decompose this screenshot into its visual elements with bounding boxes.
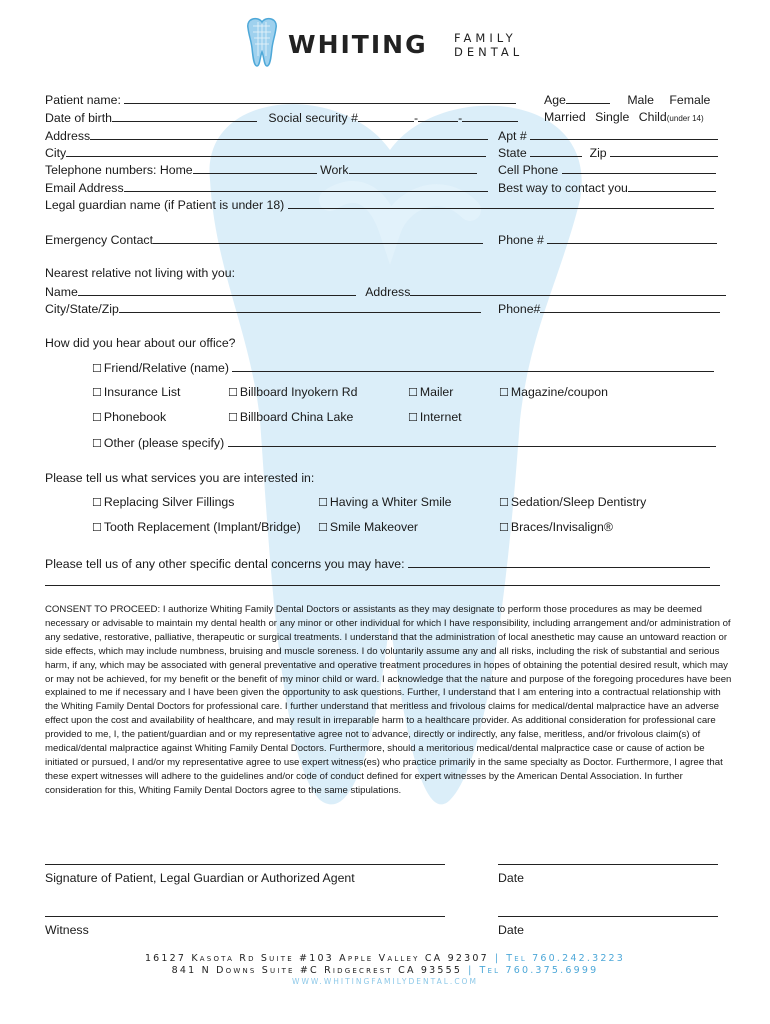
best-contact-label: Best way to contact you [498,181,628,195]
friend-name-field[interactable] [232,360,714,372]
referral-other[interactable] [92,435,716,451]
brand-name: WHITING [288,30,428,59]
implant-label: Tooth Replacement (Implant/Bridge) [103,520,301,534]
row-emergency-phone [498,232,717,247]
ssn-part-3[interactable] [462,110,518,122]
row-concerns-2 [45,574,720,589]
guardian-field[interactable] [288,197,714,209]
work-phone-label: Work [320,163,349,177]
checkbox-icon[interactable]: ☐ [92,411,102,424]
referral-billboard-inyokern[interactable] [228,385,357,400]
work-phone-field[interactable] [349,162,477,174]
service-whiter[interactable] [318,495,452,510]
child-note: (under 14) [666,114,704,123]
relative-name-label: Name [45,285,78,299]
checkbox-icon[interactable]: ☐ [499,386,509,399]
email-label: Email Address [45,181,124,195]
emergency-phone-label: Phone # [498,233,544,247]
row-guardian [45,197,714,212]
phonebook-label: Phonebook [103,410,167,424]
zip-label: Zip [589,146,607,160]
concerns-field-1[interactable] [408,556,710,568]
referral-billboard-china[interactable] [228,410,353,425]
checkbox-icon[interactable]: ☐ [92,386,102,399]
checkbox-icon[interactable]: ☐ [92,496,102,509]
apt-field[interactable] [530,128,718,140]
relative-address-field[interactable] [410,284,726,296]
footer-line-1: 16127 Kasota Rd Suite #103 Apple Valley CA 92307 | Tel 760.242.3223 [144,953,626,964]
brand-word-dental: DENTAL [454,45,524,59]
relative-city-field[interactable] [119,301,481,313]
checkbox-icon[interactable]: ☐ [228,386,238,399]
silver-label: Replacing Silver Fillings [103,495,235,509]
date-line-1[interactable] [498,864,718,865]
ssn-part-2[interactable] [418,110,458,122]
age-field[interactable] [566,92,610,104]
row-city [45,145,486,160]
referral-question-label: How did you hear about our office? [45,336,236,350]
relative-name-field[interactable] [78,284,356,296]
state-label: State [498,146,527,160]
mailer-label: Mailer [419,385,454,399]
dob-label: Date of birth [45,111,112,125]
address-label: Address [45,129,91,143]
apt-label: Apt # [498,129,527,143]
zip-field[interactable] [610,145,718,157]
service-makeover[interactable] [318,520,418,535]
referral-friend[interactable] [92,360,714,376]
footer-line-2: 841 N Downs Suite #C Ridgecrest CA 93555 | Tel 760.375.6999 [171,965,599,976]
service-sedation[interactable] [499,495,646,510]
home-phone-field[interactable] [193,162,317,174]
nearest-relative-heading [45,266,235,280]
checkbox-icon[interactable]: ☐ [499,496,509,509]
service-silver[interactable] [92,495,234,510]
concerns-label: Please tell us of any other specific dental concerns you may have: [45,557,405,571]
checkbox-icon[interactable]: ☐ [408,411,418,424]
single-option[interactable]: Single [595,110,630,124]
state-field[interactable] [530,145,582,157]
row-best-contact [498,180,716,195]
row-age-gender [544,92,710,107]
row-marital [544,110,704,126]
checkbox-icon[interactable]: ☐ [499,521,509,534]
signature-line[interactable] [45,864,445,865]
emergency-phone-field[interactable] [547,232,717,244]
ssn-part-1[interactable] [358,110,414,122]
billboard-inyokern-label: Billboard Inyokern Rd [239,385,358,399]
date-line-2[interactable] [498,916,718,917]
row-relative-city [45,301,481,316]
row-relative-name [45,284,726,299]
friend-label: Friend/Relative (name) [103,361,229,375]
row-emergency [45,232,483,247]
service-braces[interactable] [499,520,613,535]
referral-question [45,336,236,350]
city-label: City [45,146,67,160]
magazine-label: Magazine/coupon [510,385,608,399]
concerns-field-2[interactable] [45,574,720,586]
date-label-1: Date [498,871,524,885]
patient-name-field[interactable] [124,92,516,104]
row-cell [498,162,716,177]
internet-label: Internet [419,410,462,424]
referral-magazine[interactable] [499,385,608,400]
signature-label: Signature of Patient, Legal Guardian or Authorized Agent [45,871,355,885]
relative-phone-field[interactable] [540,301,720,313]
dob-field[interactable] [112,110,257,122]
footer-address-2: 841 N Downs Suite #C Ridgecrest CA 93555 [171,965,463,976]
male-option[interactable]: Male [627,93,654,107]
home-phone-label: Telephone numbers: Home [45,163,193,177]
brand-word-family: FAMILY [454,31,517,45]
row-apt [498,128,718,143]
billboard-china-label: Billboard China Lake [239,410,354,424]
insurance-label: Insurance List [103,385,181,399]
relative-phone-label: Phone# [498,302,541,316]
checkbox-icon[interactable]: ☐ [228,411,238,424]
checkbox-icon[interactable]: ☐ [318,496,328,509]
other-label: Other (please specify) [103,436,225,450]
cell-phone-label: Cell Phone [498,163,559,177]
child-option[interactable]: Child [638,110,667,124]
female-option[interactable]: Female [669,93,711,107]
relative-address-label: Address [365,285,411,299]
age-label: Age [544,93,566,107]
service-implant[interactable] [92,520,301,535]
sedation-label: Sedation/Sleep Dentistry [510,495,647,509]
ssn-label: Social security # [268,111,358,125]
row-patient-name [45,92,516,107]
checkbox-icon[interactable]: ☐ [92,437,102,450]
footer-tel-1: Tel 760.242.3223 [506,953,626,964]
row-address [45,128,488,143]
row-telephone [45,162,477,177]
footer-address-1: 16127 Kasota Rd Suite #103 Apple Valley CA 92307 [144,953,489,964]
braces-label: Braces/Invisalign® [510,520,613,534]
services-question-label: Please tell us what services you are interested in: [45,471,315,485]
emergency-field[interactable] [153,232,483,244]
makeover-label: Smile Makeover [329,520,419,534]
row-concerns [45,556,710,571]
row-dob-ssn: Date of birth Social security # - - [45,110,518,125]
row-relative-phone [498,301,720,316]
address-field[interactable] [90,128,488,140]
city-field[interactable] [66,145,486,157]
checkbox-icon[interactable]: ☐ [408,386,418,399]
referral-phonebook[interactable] [92,410,166,425]
relative-city-label: City/State/Zip [45,302,119,316]
footer-website[interactable]: WWW.WHITINGFAMILYDENTAL.COM [292,977,478,986]
best-contact-field[interactable] [628,180,716,192]
cell-phone-field[interactable] [562,162,716,174]
witness-label: Witness [45,923,89,937]
date-label-2: Date [498,923,524,937]
nearest-relative-label: Nearest relative not living with you: [45,266,236,280]
services-question [45,471,314,485]
other-specify-field[interactable] [228,435,716,447]
referral-mailer[interactable] [408,385,453,400]
checkbox-icon[interactable]: ☐ [92,521,102,534]
patient-name-label: Patient name: [45,93,121,107]
married-option[interactable]: Married [544,110,586,124]
row-email [45,180,488,195]
email-field[interactable] [124,180,488,192]
row-state-zip [498,145,718,160]
footer-tel-2: Tel 760.375.6999 [479,965,599,976]
checkbox-icon[interactable]: ☐ [92,362,102,375]
referral-insurance[interactable] [92,385,180,400]
checkbox-icon[interactable]: ☐ [318,521,328,534]
guardian-label: Legal guardian name (if Patient is under 18) [45,198,285,212]
witness-line[interactable] [45,916,445,917]
emergency-label: Emergency Contact [45,233,153,247]
tooth-logo-icon [244,16,280,70]
whiter-label: Having a Whiter Smile [329,495,452,509]
consent-paragraph: CONSENT TO PROCEED: I authorize Whiting Family Dental Doctors or assistants as they may designate to perform those procedures as may be deemed necessary or advisable to maintain my dental health or any minor or other individual for which I have responsibility, including arrangement and/or administration of any sedative, restorative, palliative, therapeutic or surgical treatments. I understand that the administration of local anesthetic may cause an untoward reaction or side effects, which may include numbness, bruising and muscle soreness. I do voluntarily assume any and all risks, including the risk of substantial and serious harm, if any, which may be associated with general preventative and operative treatment procedures in hopes of obtaining the potential desired result, which may or may not be achieved, for my benefit or the benefit of my minor child or ward. I acknowledge that the nature and purpose of the foregoing procedures have been explained to me if necessary and I have been given the opportunity to ask questions. Further, I understand that I am entering into a contractual relationship with the Whiting Family Dental Doctors for professional care. I further understand that meritless and frivolous claims for medical/dental malpractice have an adverse effect upon the cost and availability of healthcare, and may result in irreparable harm to a healthcare provider. As additional consideration for professional care provided to me, I, the patient/guardian and or my representative agree not to advance, directly or indirectly, any false, meritless, and/or frivolous claim(s) of medical/dental malpractice against Whiting Family Dental Doctors. Furthermore, should a meritorious medical/dental malpractice case or cause of action be initiated or pursued, I and/or my representative agree to use expert witness(es) who practice primarily in the same specialty as Doctor. Furthermore, I agree that these expert witnesses will adhere to the guidelines and/or code of conduct defined for expert witnesses by the American Dental Association. In further consideration for this, Whiting Family Dental Doctors agree to the same stipulations. [45,604,732,796]
referral-internet[interactable] [408,410,462,425]
